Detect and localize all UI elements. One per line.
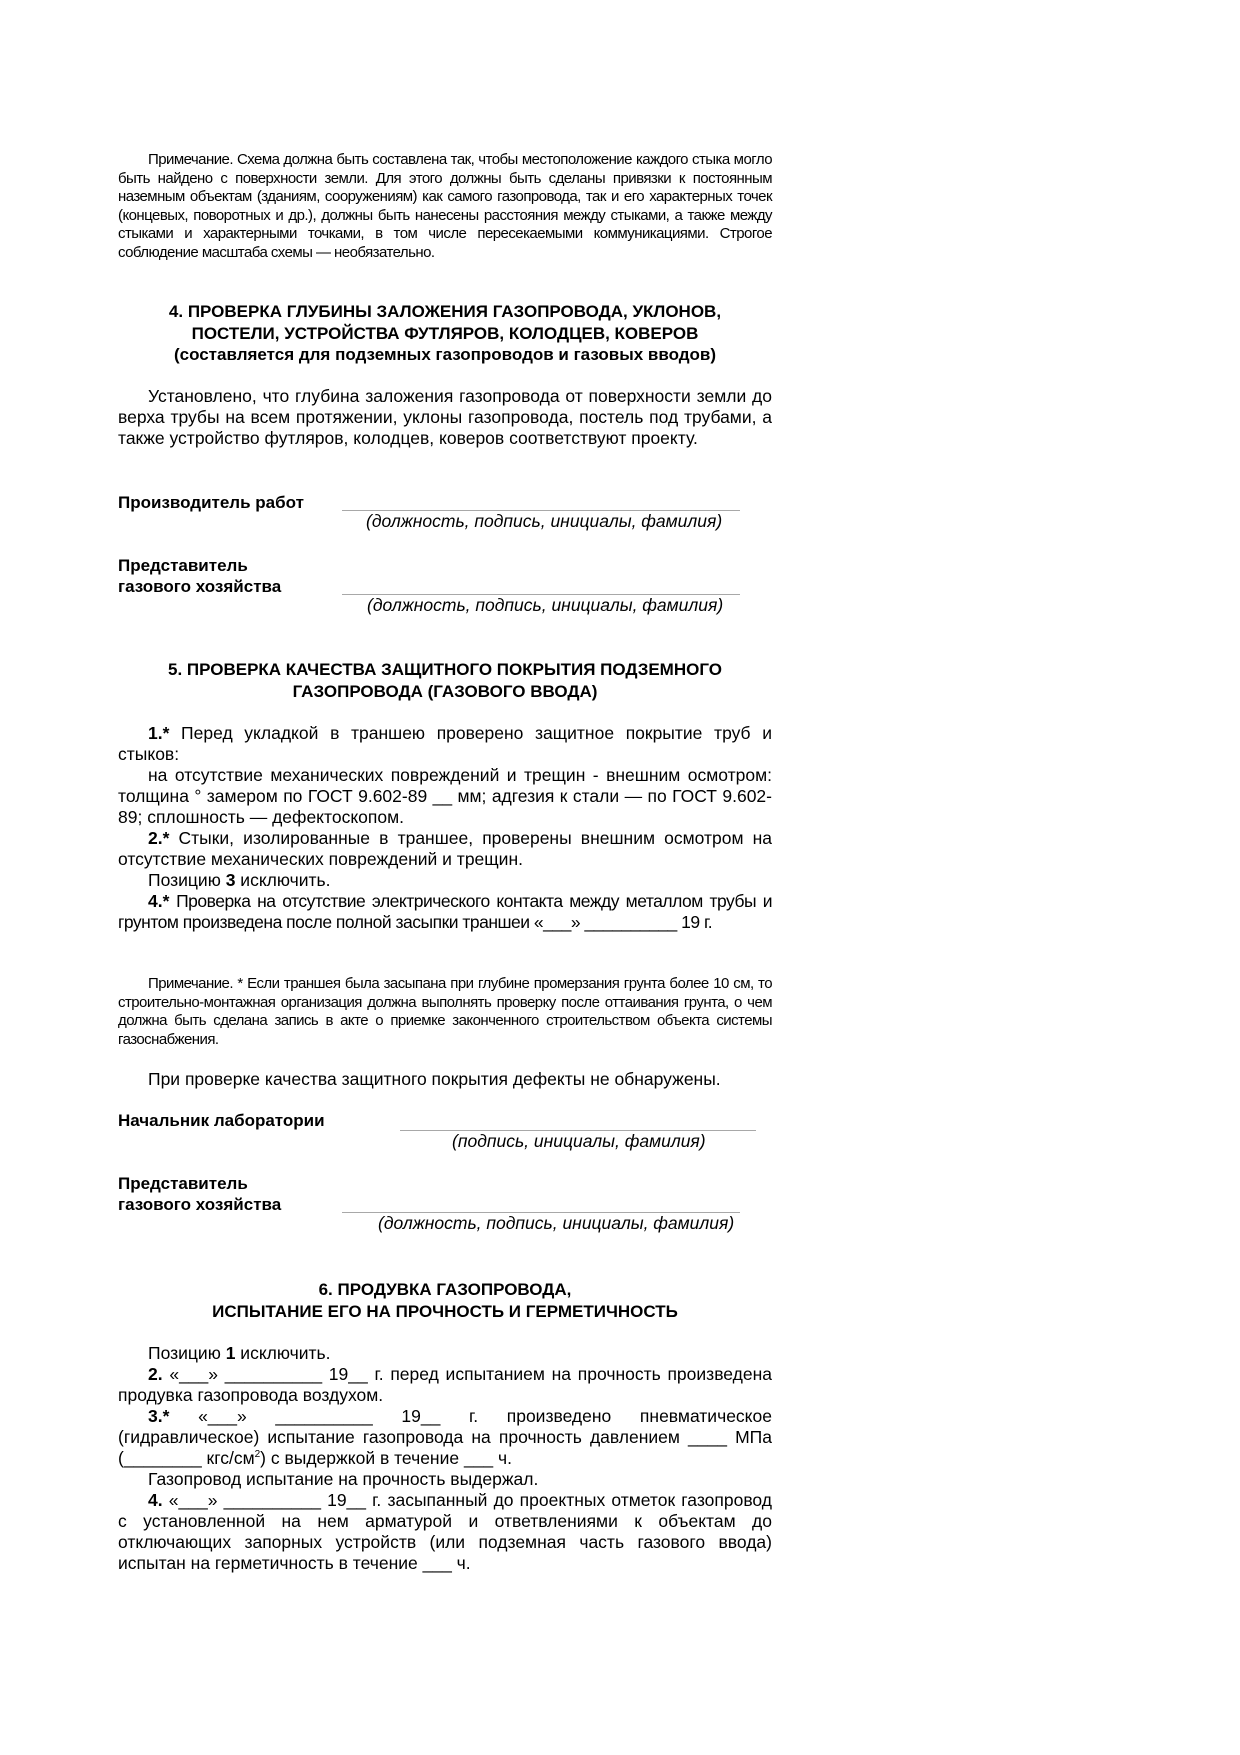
section5-signer1-label: Начальник лаборатории bbox=[118, 1111, 325, 1130]
section5-item3 bbox=[118, 870, 772, 891]
item-text: «___» __________ 19__ г. перед испытанием на прочность произведена продувка газопровода воздухом. bbox=[118, 1364, 772, 1405]
section6-result: Газопровод испытание на прочность выдержал. bbox=[148, 1469, 539, 1489]
section4-body: Установлено, что глубина заложения газопровода от поверхности земли до верха трубы на всем протяжении, уклоны газопровода, постель под трубами, а также устройство футляров, колодцев, коверов соответствуют проекту. bbox=[118, 386, 772, 448]
section6-item2 bbox=[118, 1364, 772, 1406]
item-text: «___» __________ 19__ г. засыпанный до проектных отметок газопровод с установленной на нем арматурой и ответвлениями к объектам до отключающих запорных устройств (или подземная часть газового ввода) испытан на герметичность в течение ___ ч. bbox=[118, 1490, 772, 1573]
section5-item1 bbox=[118, 723, 772, 765]
signer2-label-line2: газового хозяйства bbox=[118, 1195, 282, 1214]
section6-title-line: ИСПЫТАНИЕ ЕГО НА ПРОЧНОСТЬ И ГЕРМЕТИЧНОСТЬ bbox=[212, 1301, 678, 1321]
item-text: «___» __________ 19__ г. произведено пневматическое (гидравлическое) испытание газопровода на прочность давлением ____ МПа (________ кгс/см bbox=[118, 1406, 772, 1468]
item-date-tail: ____ 19 г. bbox=[639, 912, 713, 932]
item-number: 4.* bbox=[148, 891, 170, 911]
signer2-label-line1: Представитель bbox=[118, 1174, 248, 1193]
item-text: исключить. bbox=[235, 1343, 331, 1363]
section4-title-line: (составляется для подземных газопроводов и газовых вводов) bbox=[173, 345, 717, 364]
item-number: 3.* bbox=[148, 1406, 170, 1426]
superscript: 2 bbox=[254, 1449, 261, 1461]
section5-note: Примечание. * Если траншея была засыпана при глубине промерзания грунта более 10 см, то строительно-монтажная организация должна выполнять проверку после оттаивания грунта, о чем должна быть сделана запись в акте о приемке законченного строительством объекта системы газоснабжения. bbox=[118, 975, 772, 1048]
item-number: 4. bbox=[148, 1490, 163, 1510]
section6-item3 bbox=[118, 1406, 772, 1469]
section4-title-line: ПОСТЕЛИ, УСТРОЙСТВА ФУТЛЯРОВ, КОЛОДЦЕВ, КОВЕРОВ bbox=[191, 323, 699, 343]
signer2-label-line2: газового хозяйства bbox=[118, 577, 282, 596]
section4-signer1-label: Производитель работ bbox=[118, 493, 304, 512]
section6-items bbox=[118, 1343, 772, 1574]
section5-signer2-label bbox=[118, 1173, 281, 1215]
scheme-note: Примечание. Схема должна быть составлена так, чтобы местоположение каждого стыка могло быть найдено с поверхности земли. Для этого должны быть сделаны привязки к постоянным наземным объектам (зданиям, сооружениям) как самого газопровода, так и его характерных точек (концевых, поворотных и др.), должны быть нанесены расстояния между стыками, а также между стыками и характерными точками, в том числе пересекаемыми коммуникациями. Строгое соблюдение масштаба схемы — необязательно. bbox=[118, 151, 772, 261]
item-number: 3 bbox=[225, 870, 236, 890]
item-text: Стыки, изолированные в траншее, проверены внешним осмотром на отсутствие механических повреждений и трещин. bbox=[118, 828, 772, 869]
item-text: ) с выдержкой в течение ___ ч. bbox=[260, 1448, 513, 1468]
section5-items bbox=[118, 723, 772, 933]
section5-title-line: ГАЗОПРОВОДА (ГАЗОВОГО ВВОДА) bbox=[292, 681, 598, 701]
item-text: Проверка на отсутствие электрического контакта между металлом трубы и грунтом произведена после полной засыпки траншеи «___» ______ bbox=[118, 891, 772, 932]
section4-signer1-caption: (должность, подпись, инициалы, фамилия) bbox=[366, 511, 723, 531]
signer2-label-line1: Представитель bbox=[118, 556, 248, 575]
section6-title bbox=[110, 1279, 780, 1322]
section4-signer2-caption: (должность, подпись, инициалы, фамилия) bbox=[367, 595, 724, 615]
section6-title-line: 6. ПРОДУВКА ГАЗОПРОВОДА, bbox=[318, 1280, 572, 1299]
section5-title-line: 5. ПРОВЕРКА КАЧЕСТВА ЗАЩИТНОГО ПОКРЫТИЯ ПОДЗЕМНОГО bbox=[168, 660, 722, 679]
section6-item4 bbox=[118, 1490, 772, 1574]
item-text: Перед укладкой в траншею проверено защитное покрытие труб и стыков: bbox=[118, 723, 772, 764]
item-number: 2. bbox=[148, 1364, 163, 1384]
section4-title-line: 4. ПРОВЕРКА ГЛУБИНЫ ЗАЛОЖЕНИЯ ГАЗОПРОВОДА, УКЛОНОВ, bbox=[168, 302, 722, 321]
item-text: Позицию bbox=[148, 870, 226, 890]
item-number: 1.* bbox=[148, 723, 170, 743]
item-text: исключить. bbox=[235, 870, 331, 890]
section5-signer1-caption: (подпись, инициалы, фамилия) bbox=[452, 1131, 706, 1151]
item-number: 2.* bbox=[148, 828, 170, 848]
section5-result: При проверке качества защитного покрытия дефекты не обнаружены. bbox=[148, 1069, 721, 1089]
item-text: Позицию bbox=[148, 1343, 226, 1363]
section5-title bbox=[110, 659, 780, 702]
section5-item1-cont: на отсутствие механических повреждений и трещин - внешним осмотром: толщина ° замером по ГОСТ 9.602-89 __ мм; адгезия к стали — по ГОСТ 9.602-89; сплошность — дефектоскопом. bbox=[118, 765, 772, 827]
section4-signer2-label bbox=[118, 555, 281, 597]
section5-item2 bbox=[118, 828, 772, 870]
section5-item4 bbox=[118, 891, 772, 933]
section4-title bbox=[110, 301, 780, 366]
section6-item1 bbox=[118, 1343, 772, 1364]
item-number: 1 bbox=[225, 1343, 236, 1363]
section5-signer2-caption: (должность, подпись, инициалы, фамилия) bbox=[378, 1213, 735, 1233]
